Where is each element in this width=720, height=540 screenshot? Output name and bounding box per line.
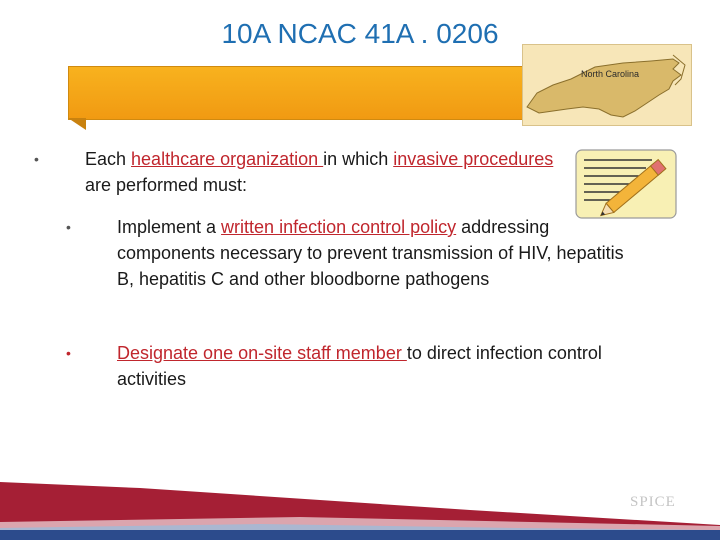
bullet-1-text (60, 146, 560, 198)
text-span: in which (323, 149, 394, 169)
text-span: Each (85, 149, 132, 169)
highlight-written-policy: written infection control policy (221, 217, 457, 237)
bottom-decoration (0, 470, 720, 540)
text-span: to direct infection control activities (117, 343, 602, 389)
highlight-invasive-procedures: invasive procedures (393, 149, 554, 169)
bullet-2 (66, 214, 637, 292)
bullet-dot: • (66, 345, 71, 361)
logo: SPICE (630, 494, 676, 510)
text-span: Implement a (117, 217, 222, 237)
orange-banner (68, 66, 570, 120)
north-carolina-map-icon (523, 45, 691, 125)
bullet-2-text (92, 214, 637, 292)
bullet-dot: • (66, 219, 71, 235)
banner-fold (68, 118, 86, 130)
bullet-dot: • (34, 151, 39, 167)
bullet-3-text (92, 340, 652, 392)
notepad-pencil-icon (574, 148, 678, 220)
map-label: North Carolina (581, 69, 640, 79)
slide-title: 10A NCAC 41A . 0206 (221, 18, 499, 49)
text-span: addressing components necessary to prevent transmission of HIV, hepatitis B, hepatitis C and other bloodborne pathogens (117, 217, 624, 289)
north-carolina-map (522, 44, 692, 126)
bullet-1 (34, 146, 560, 198)
bullet-3 (66, 340, 652, 392)
highlight-designate-staff: Designate one on-site staff member (117, 343, 407, 363)
text-span: are performed must: (85, 175, 248, 195)
highlight-healthcare-organization: healthcare organization (131, 149, 324, 169)
